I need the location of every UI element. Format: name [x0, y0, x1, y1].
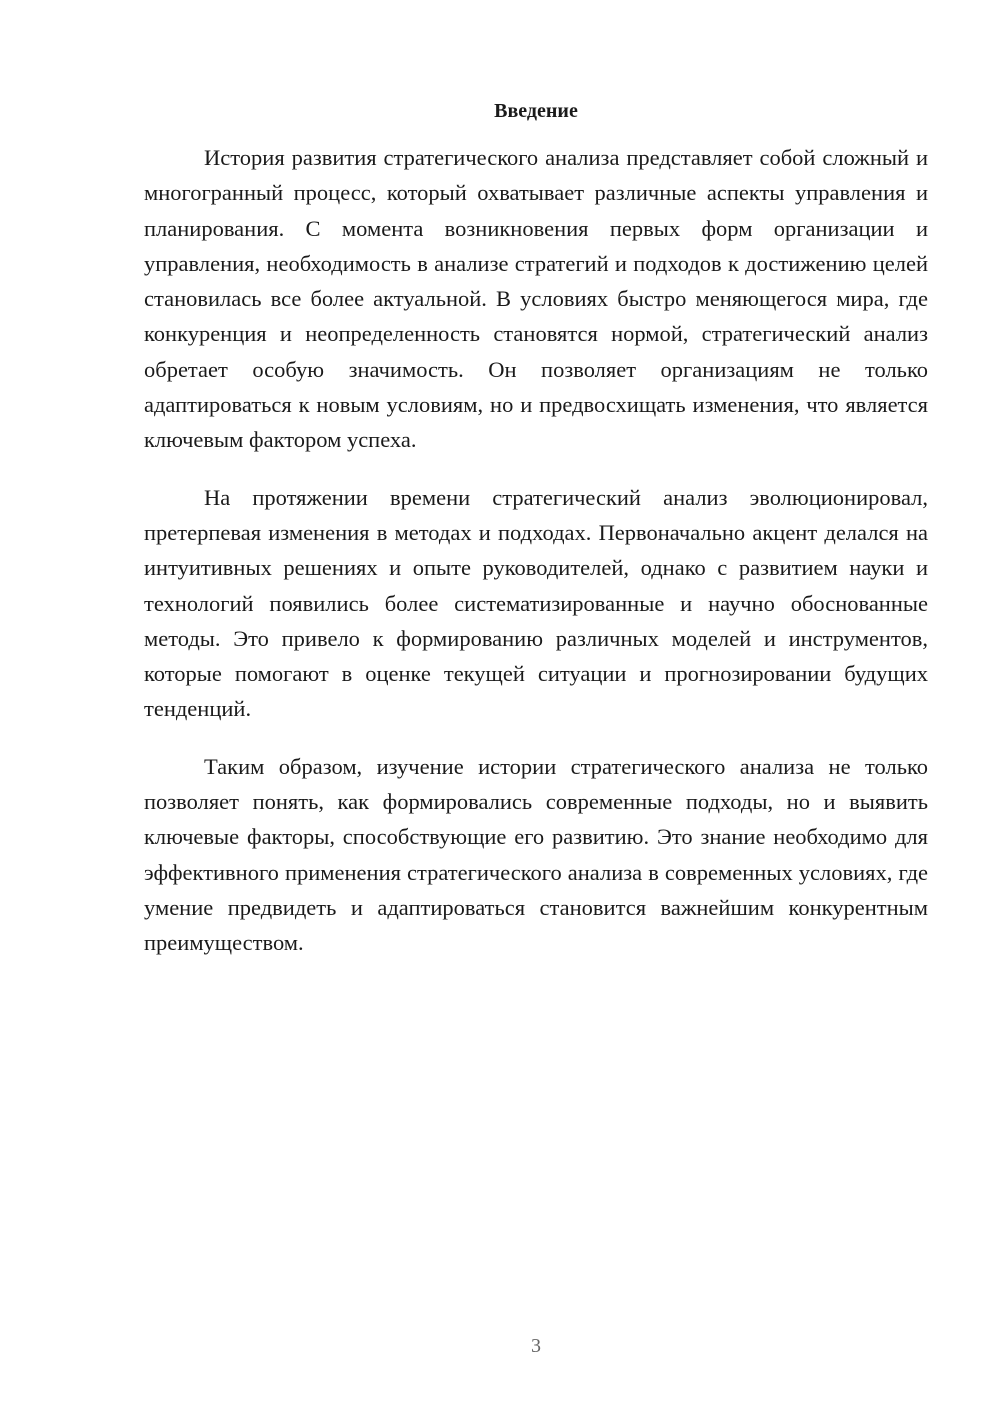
page-body: [144, 96, 928, 983]
section-heading: Введение: [494, 100, 578, 122]
page-number: 3: [531, 1335, 541, 1357]
paragraph-3: Таким образом, изучение истории стратегического анализа не только позволяет понять, как формировались современные подходы, но и выявить ключевые факторы, способствующие его развитию. Это знание необходимо для эффективного применения стратегического анализа в современных условиях, где умение предвидеть и адаптироваться становится важнейшим конкурентным преимуществом.: [144, 753, 928, 956]
paragraph-2: На протяжении времени стратегический анализ эволюционировал, претерпевая изменения в методах и подходах. Первоначально акцент делался на интуитивных решениях и опыте руководителей, однако с развитием науки и технологий появились более систематизированные и научно обоснованные методы. Это привело к формированию различных моделей и инструментов, которые помогают в оценке текущей ситуации и прогнозировании будущих тенденций.: [144, 484, 928, 722]
paragraph-1: История развития стратегического анализа представляет собой сложный и многогранный процесс, который охватывает различные аспекты управления и планирования. С момента возникновения первых форм организации и управления, необходимость в анализе стратегий и подходов к достижению целей становилась все более актуальной. В условиях быстро меняющегося мира, где конкуренция и неопределенность становятся нормой, стратегический анализ обретает особую значимость. Он позволяет организациям не только адаптироваться к новым условиям, но и предвосхищать изменения, что является ключевым фактором успеха.: [144, 145, 928, 453]
